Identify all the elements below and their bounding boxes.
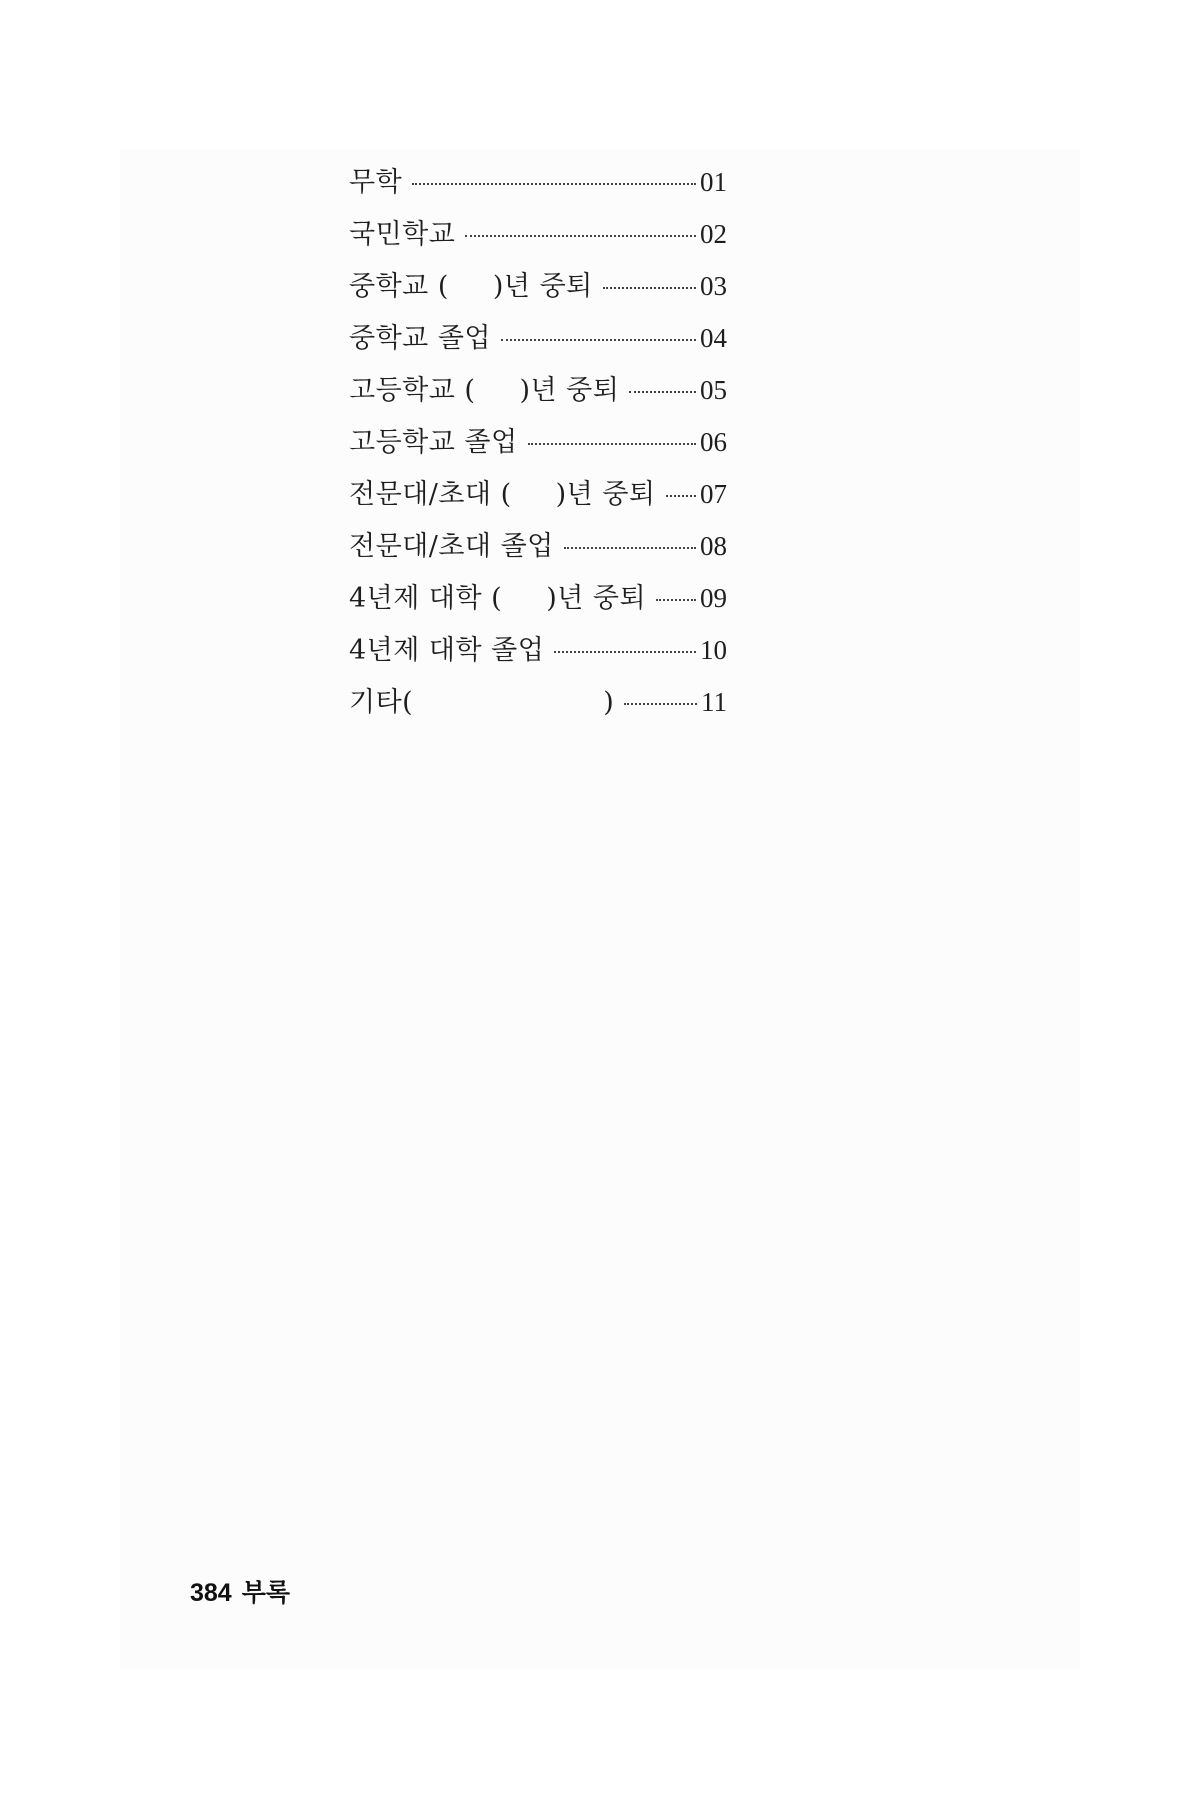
dot-leader: [412, 183, 696, 185]
option-label: [349, 677, 614, 729]
option-label: [349, 573, 646, 625]
dot-leader: [465, 235, 696, 237]
dot-leader: [656, 599, 696, 601]
option-label: 4년제 대학 졸업: [349, 635, 545, 666]
option-label: 중학교 졸업: [349, 323, 491, 354]
option-label-before: 4년제 대학 (: [349, 583, 503, 614]
option-row-university-graduate: [349, 624, 727, 676]
option-label: [349, 365, 619, 417]
option-label: [349, 469, 656, 521]
dot-leader: [666, 495, 697, 497]
option-code: 03: [700, 271, 727, 301]
dot-leader: [564, 547, 696, 549]
option-label-after: ): [603, 687, 615, 718]
option-label-after: )년 중퇴: [492, 271, 593, 302]
page-number: 384: [190, 1579, 232, 1607]
option-code: 05: [700, 375, 727, 405]
option-code: 08: [700, 531, 727, 561]
option-code: 04: [700, 323, 727, 353]
option-code: 09: [700, 583, 727, 613]
option-label-after: )년 중퇴: [555, 479, 656, 510]
option-row-elementary: [349, 208, 727, 260]
option-code: 02: [700, 219, 727, 249]
option-label-before: 기타(: [349, 687, 414, 718]
dot-leader: [629, 391, 696, 393]
option-label: 전문대/초대 졸업: [349, 531, 554, 562]
education-options-list: [349, 156, 727, 728]
option-row-high-dropout: [349, 364, 727, 416]
option-label: 무학: [349, 167, 403, 198]
option-label-before: 고등학교 (: [349, 375, 476, 406]
option-label: 고등학교 졸업: [349, 427, 518, 458]
option-row-no-schooling: [349, 156, 727, 208]
option-code: 07: [700, 479, 727, 509]
section-title: 부록: [241, 1579, 291, 1607]
page-footer: [190, 1573, 290, 1609]
option-label-before: 전문대/초대 (: [349, 479, 512, 510]
dot-leader: [624, 703, 697, 705]
option-label-before: 중학교 (: [349, 271, 449, 302]
option-label: 국민학교: [349, 219, 456, 250]
option-code: 10: [700, 635, 727, 665]
option-code: 06: [700, 427, 727, 457]
option-code: 11: [701, 687, 727, 717]
option-row-university-dropout: [349, 572, 727, 624]
option-row-other: [349, 676, 727, 728]
option-label: [349, 261, 593, 313]
dot-leader: [554, 651, 696, 653]
option-row-middle-dropout: [349, 260, 727, 312]
option-row-college-dropout: [349, 468, 727, 520]
dot-leader: [501, 339, 696, 341]
option-code: 01: [700, 167, 727, 197]
option-label-after: )년 중퇴: [546, 583, 647, 614]
option-label-after: )년 중퇴: [519, 375, 620, 406]
dot-leader: [603, 287, 696, 289]
option-row-high-graduate: [349, 416, 727, 468]
option-row-middle-graduate: [349, 312, 727, 364]
dot-leader: [528, 443, 696, 445]
option-row-college-graduate: [349, 520, 727, 572]
